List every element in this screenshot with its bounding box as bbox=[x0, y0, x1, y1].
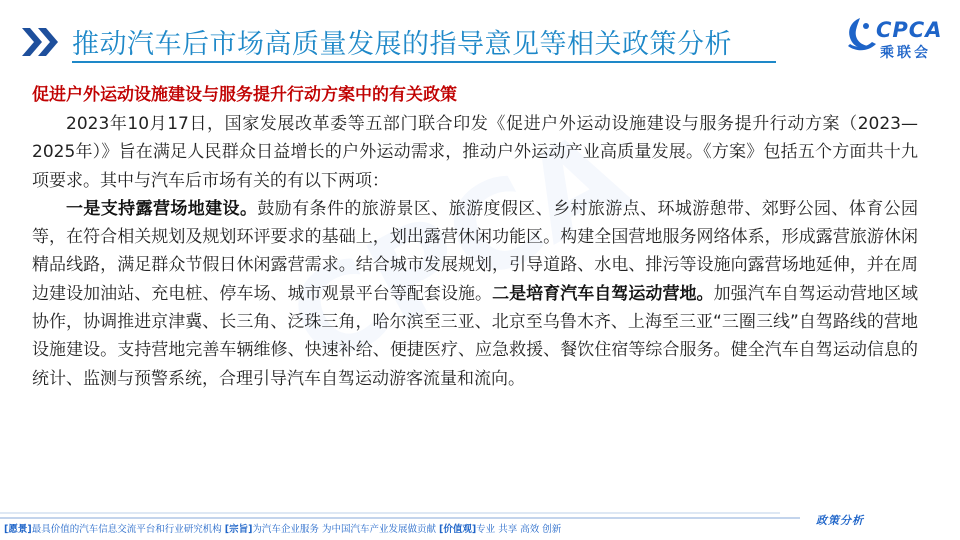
paragraph-policies bbox=[32, 195, 918, 393]
footer-vision-key: [愿景] bbox=[4, 524, 32, 535]
footer-slogan bbox=[4, 521, 561, 535]
footer-purpose-key: [宗旨] bbox=[224, 524, 253, 535]
policy-two-heading: 二是培育汽车自驾运动营地。 bbox=[492, 283, 714, 304]
double-chevron-icon bbox=[22, 26, 66, 58]
footer-values-key: [价值观] bbox=[438, 524, 477, 535]
logo-subtext: 乘联会 bbox=[880, 45, 931, 61]
footer-section-label: 政策分析 bbox=[816, 514, 864, 527]
logo-text: CPCA bbox=[876, 18, 943, 42]
body-text bbox=[32, 110, 918, 393]
title-underline bbox=[72, 61, 776, 63]
policy-one-text: 鼓励有条件的旅游景区、旅游度假区、乡村旅游点、环城游憩带、郊野公园、体育公园等，在符合相关规划及规划环评要求的基础上，划出露营休闲功能区。构建全国营地服务网络体系，形成露营旅游休闲精品线路，满足群众节假日休闲露营需求。结合城市发展规划，引导道路、水电、排污等设施向露营场地延伸，并在周边建设加油站、充电桩、停车场、城市观景平台等配套设施。 bbox=[32, 198, 919, 304]
footer-purpose: 为汽车企业服务 为中国汽车产业发展做贡献 bbox=[252, 524, 436, 535]
footer-vision: 最具价值的汽车信息交流平台和行业研究机构 bbox=[31, 524, 222, 535]
section-heading: 促进户外运动设施建设与服务提升行动方案中的有关政策 bbox=[32, 85, 457, 105]
policy-one-heading: 一是支持露营场地建设。 bbox=[66, 198, 258, 219]
paragraph-intro: 2023年10月17日，国家发展改革委等五部门联合印发《促进户外运动设施建设与服务提升行动方案（2023—2025年）》旨在满足人民群众日益增长的户外运动需求，推动户外运动产业高质量发展。《方案》包括五个方面共十九项要求。其中与汽车后市场有关的有以下两项： bbox=[32, 114, 918, 191]
policy-two-text: 加强汽车自驾运动营地区域协作，协调推进京津冀、长三角、泛珠三角，哈尔滨至三亚、北京至乌鲁木齐、上海至三亚“三圈三线”自驾路线的营地设施建设。支持营地完善车辆维修、快速补给、便捷医疗、应急救援、餐饮住宿等综合服务。健全汽车自驾运动信息的统计、监测与预警系统，合理引导汽车自驾运动游客流量和流向。 bbox=[32, 283, 919, 389]
page-title: 推动汽车后市场高质量发展的指导意见等相关政策分析 bbox=[72, 29, 732, 60]
cpca-logo-icon bbox=[842, 16, 878, 56]
header bbox=[0, 0, 960, 70]
footer-values: 专业 共享 高效 创新 bbox=[476, 524, 562, 535]
